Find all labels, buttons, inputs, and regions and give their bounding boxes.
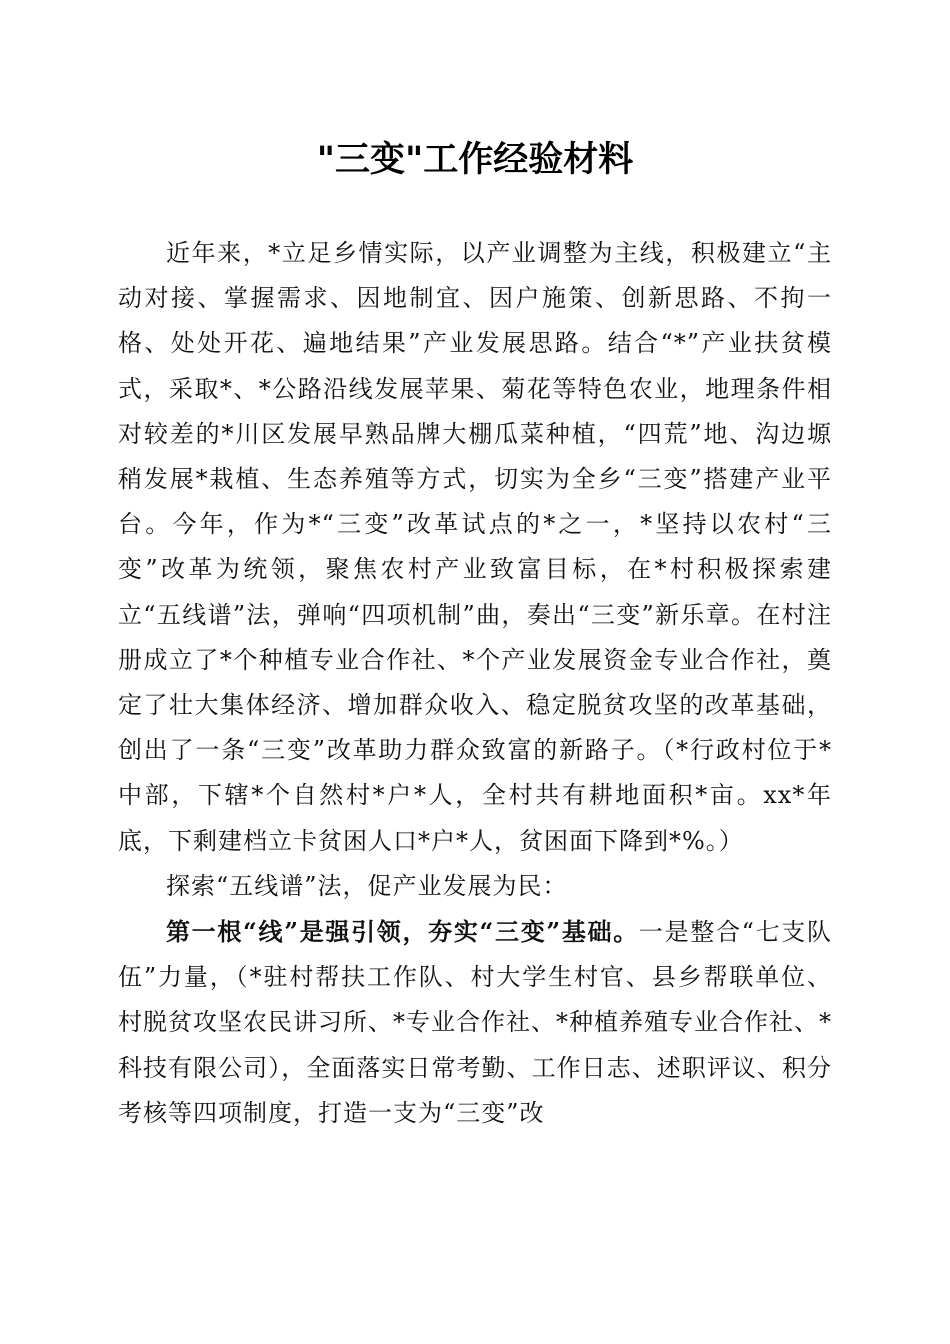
section-text: 一是整合“七支队伍”力量，（*驻村帮扶工作队、村大学生村官、县乡帮联单位、村脱贫攻坚农民讲习所、*专业合作社、*种植养殖专业合作社、*科技有限公司），全面落实日常考勤、工作日志、述职评议、积分考核等四项制度，打造一支为“三变”改 [118,918,832,1127]
section-heading: 第一根“线”是强引领，夯实“三变”基础。 [166,917,639,947]
document-title: "三变"工作经验材料 [316,139,634,180]
section-paragraph [118,909,832,1136]
method-paragraph: 探索“五线谱”法，促产业发展为民： [166,871,568,900]
intro-paragraph: 近年来，*立足乡情实际，以产业调整为主线，积极建立“主动对接、掌握需求、因地制宜、因户施策、创新思路、不拘一格、处处开花、遍地结果”产业发展思路。结合“*”产业扶贫模式，采取*、*公路沿线发展苹果、菊花等特色农业，地理条件相对较差的*川区发展早熟品牌大棚瓜菜种植，“四荒”地、沟边塬稍发展*栽植、生态养殖等方式，切实为全乡“三变”搭建产业平台。今年，作为*“三变”改革试点的*之一，*坚持以农村“三变”改革为统领，聚焦农村产业致富目标，在*村积极探索建立“五线谱”法，弹响“四项机制”曲，奏出“三变”新乐章。在村注册成立了*个种植专业合作社、*个产业发展资金专业合作社，奠定了壮大集体经济、增加群众收入、稳定脱贫攻坚的改革基础，创出了一条“三变”改革助力群众致富的新路子。（*行政村位于*中部，下辖*个自然村*户*人，全村共有耕地面积*亩。xx*年底，下剩建档立卡贫困人口*户*人，贫困面下降到*%。） [118,239,832,855]
document-body [118,231,832,1136]
